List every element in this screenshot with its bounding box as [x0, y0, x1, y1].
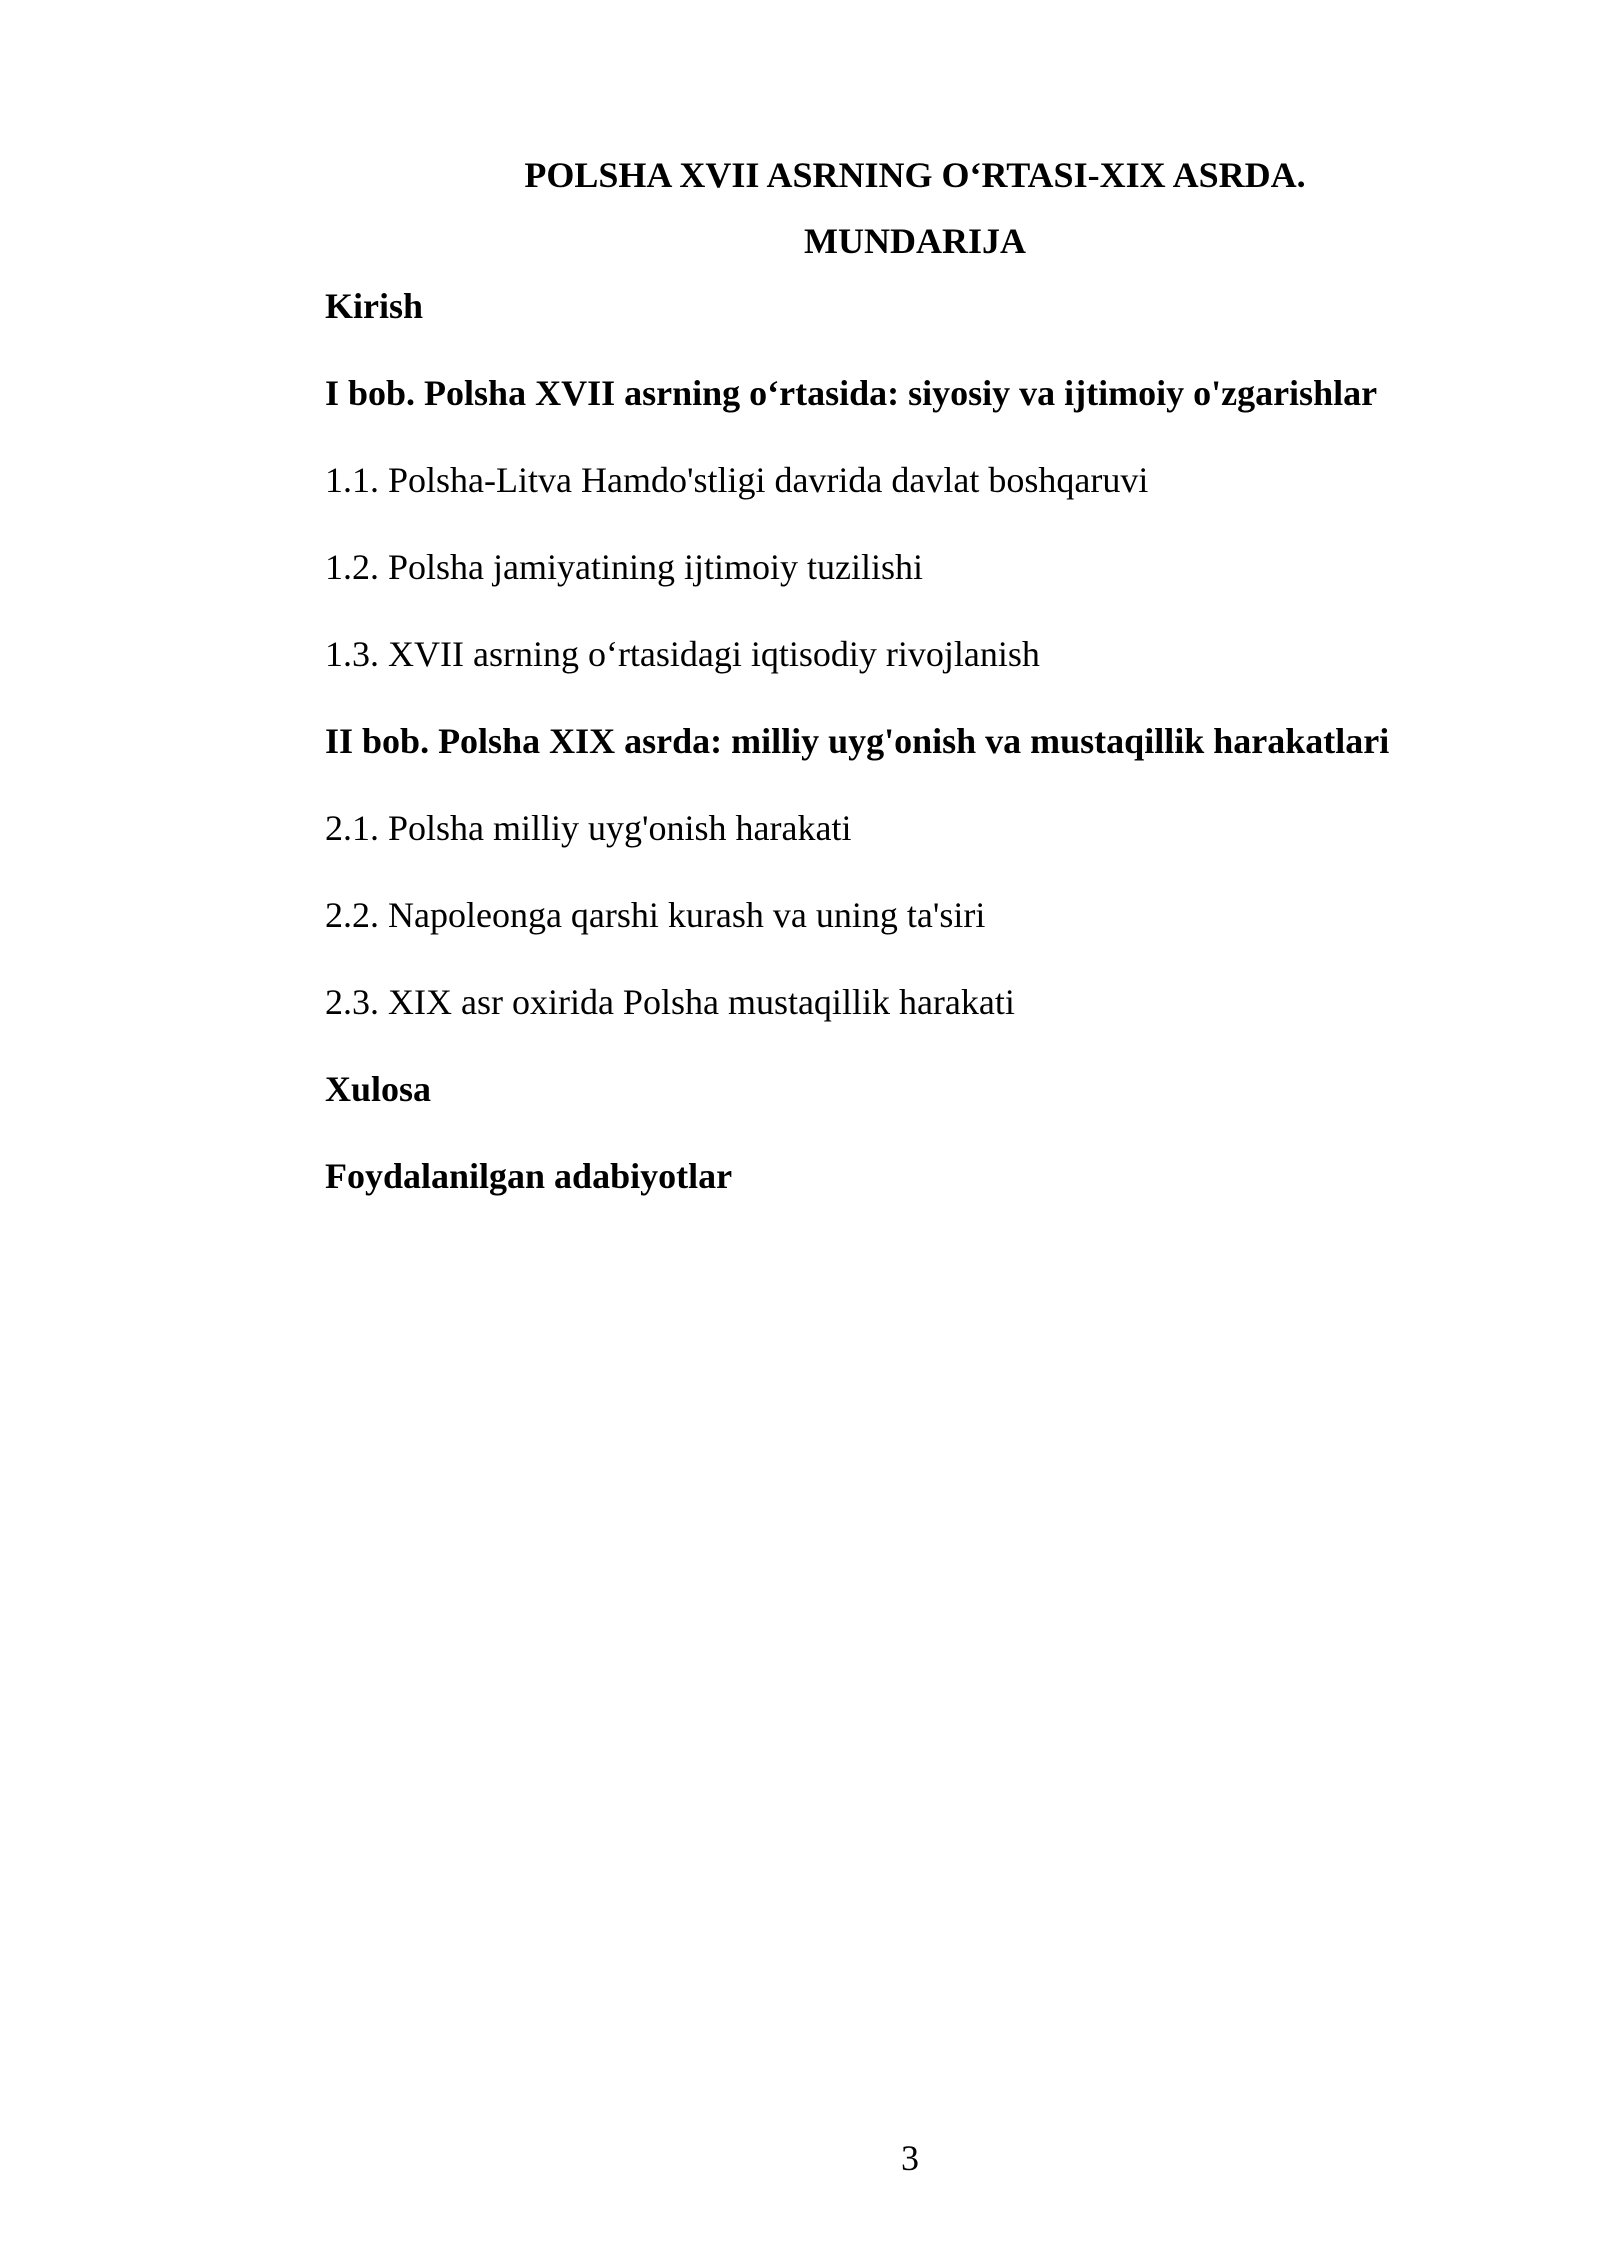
toc-entry-section-2-1: 2.1. Polsha milliy uyg'onish harakati: [325, 808, 852, 848]
toc-entry-section-2-2: 2.2. Napoleonga qarshi kurash va uning ta'siri: [325, 895, 986, 935]
toc-entry-conclusion: Xulosa: [325, 1069, 432, 1109]
toc-entry-chapter-1: I bob. Polsha XVII asrning o‘rtasida: siyosiy va ijtimoiy o'zgarishlar: [325, 373, 1378, 413]
toc-entry-references: Foydalanilgan adabiyotlar: [325, 1156, 733, 1196]
toc-entry-section-2-3: 2.3. XIX asr oxirida Polsha mustaqillik harakati: [325, 982, 1015, 1022]
toc-entry-chapter-2: II bob. Polsha XIX asrda: milliy uyg'onish va mustaqillik harakatlari: [325, 721, 1390, 761]
toc-heading: MUNDARIJA: [804, 221, 1026, 261]
table-of-contents: [325, 284, 1555, 1241]
page-number: 3: [901, 2138, 919, 2178]
toc-entry-section-1-1: 1.1. Polsha-Litva Hamdo'stligi davrida davlat boshqaruvi: [325, 460, 1149, 500]
toc-entry-introduction: Kirish: [325, 286, 424, 326]
document-title: POLSHA XVII ASRNING O‘RTASI-XIX ASRDA.: [524, 155, 1306, 195]
toc-entry-section-1-3: 1.3. XVII asrning o‘rtasidagi iqtisodiy rivojlanish: [325, 634, 1040, 674]
toc-entry-section-1-2: 1.2. Polsha jamiyatining ijtimoiy tuzilishi: [325, 547, 923, 587]
